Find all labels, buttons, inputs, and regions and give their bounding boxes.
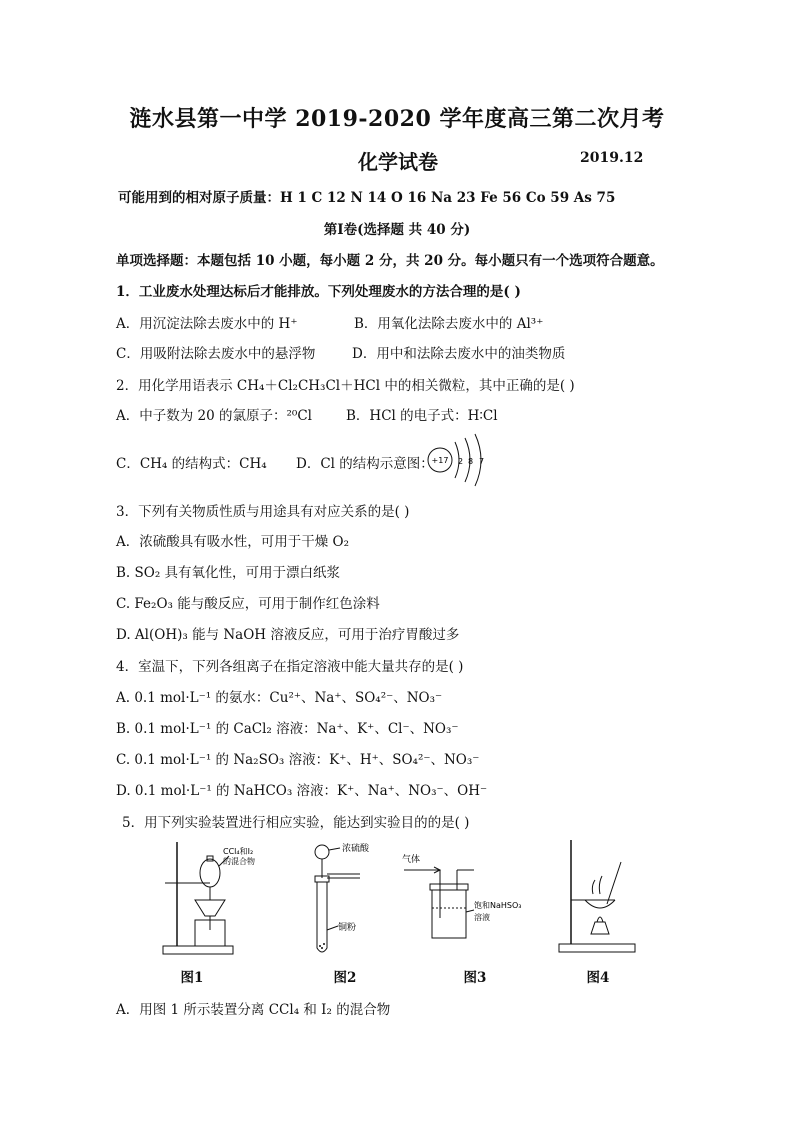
q1-option-d: D．用中和法除去废水中的油类物质	[352, 346, 566, 362]
fig1-label-line1: CCl₄和I₂	[223, 847, 254, 856]
figure-1-separatory-funnel	[155, 838, 265, 958]
instructions: 单项选择题：本题包括 10 小题，每小题 2 分，共 20 分。每小题只有一个选项符合题意。	[116, 253, 664, 269]
fig3-gas-label: 气体	[402, 855, 421, 865]
q4-stem: 4．室温下，下列各组离子在指定溶液中能大量共存的是( )	[116, 659, 464, 675]
q3-option-c: C. Fe₂O₃ 能与酸反应，可用于制作红色涂料	[116, 596, 380, 612]
q4-option-c: C. 0.1 mol·L⁻¹ 的 Na₂SO₃ 溶液：K⁺、H⁺、SO₄²⁻、NO₃⁻	[116, 752, 480, 768]
figure-2-test-tube	[300, 838, 390, 958]
q5-stem: 5．用下列实验装置进行相应实验，能达到实验目的的是( )	[122, 815, 470, 831]
exam-title: 涟水县第一中学 2019-2020 学年度高三第二次月考	[129, 106, 665, 132]
fig1-label-line2: 的混合物	[223, 857, 255, 866]
exam-subtitle: 化学试卷	[358, 150, 438, 174]
q2-option-b: B．HCl 的电子式：H∶Cl	[346, 408, 498, 424]
q2-option-a: A．中子数为 20 的氯原子：²⁰Cl	[116, 408, 312, 424]
q1-option-c: C．用吸附法除去废水中的悬浮物	[116, 346, 316, 362]
q3-stem: 3．下列有关物质性质与用途具有对应关系的是( )	[116, 504, 410, 520]
q2-option-d: D．Cl 的结构示意图：	[296, 456, 434, 472]
figure-3-wash-bottle	[402, 850, 542, 950]
figure-4-caption: 图4	[586, 970, 610, 986]
fig3-solution-line1: 饱和NaHSO₃	[474, 901, 522, 910]
q2-option-c: C．CH₄ 的结构式：CH₄	[116, 456, 267, 472]
q3-option-d: D. Al(OH)₃ 能与 NaOH 溶液反应，可用于治疗胃酸过多	[116, 627, 460, 643]
figure-4-evaporation	[555, 838, 645, 958]
q4-option-d: D. 0.1 mol·L⁻¹ 的 NaHCO₃ 溶液：K⁺、Na⁺、NO₃⁻、OH⁻	[116, 783, 488, 799]
q1-stem: 1．工业废水处理达标后才能排放。下列处理废水的方法合理的是( )	[116, 284, 521, 300]
exam-date: 2019.12	[580, 150, 644, 166]
figure-1-caption: 图1	[180, 970, 204, 986]
nucleus-charge: +17	[431, 456, 449, 465]
q3-option-a: A．浓硫酸具有吸水性，可用于干燥 O₂	[116, 534, 350, 550]
q4-option-b: B. 0.1 mol·L⁻¹ 的 CaCl₂ 溶液：Na⁺、K⁺、Cl⁻、NO₃⁻	[116, 721, 459, 737]
q4-option-a: A. 0.1 mol·L⁻¹ 的氨水：Cu²⁺、Na⁺、SO₄²⁻、NO₃⁻	[116, 690, 443, 706]
shell-3-count: 7	[479, 457, 485, 466]
shell-1-count: 2	[458, 457, 464, 466]
q1-option-a: A．用沉淀法除去废水中的 H⁺	[116, 316, 298, 332]
figure-2-caption: 图2	[333, 970, 357, 986]
q2-stem: 2．用化学用语表示 CH₄＋Cl₂CH₃Cl＋HCl 中的相关微粒，其中正确的是( )	[116, 378, 575, 394]
fig3-solution-line2: 溶液	[474, 913, 490, 922]
fig2-copper-label: 铜粉	[338, 923, 357, 933]
section-heading: 第Ⅰ卷(选择题 共 40 分)	[323, 222, 471, 238]
q1-option-b: B．用氧化法除去废水中的 Al³⁺	[354, 316, 544, 332]
cl-structure-diagram	[425, 432, 495, 492]
shell-2-count: 8	[468, 457, 474, 466]
fig2-acid-label: 浓硫酸	[342, 844, 370, 854]
figure-3-caption: 图3	[463, 970, 487, 986]
q5-option-a: A．用图 1 所示装置分离 CCl₄ 和 I₂ 的混合物	[116, 1002, 391, 1018]
atomic-masses: 可能用到的相对原子质量：H 1 C 12 N 14 O 16 Na 23 Fe 56 Co 59 As 75	[118, 190, 616, 206]
q3-option-b: B. SO₂ 具有氧化性，可用于漂白纸浆	[116, 565, 341, 581]
